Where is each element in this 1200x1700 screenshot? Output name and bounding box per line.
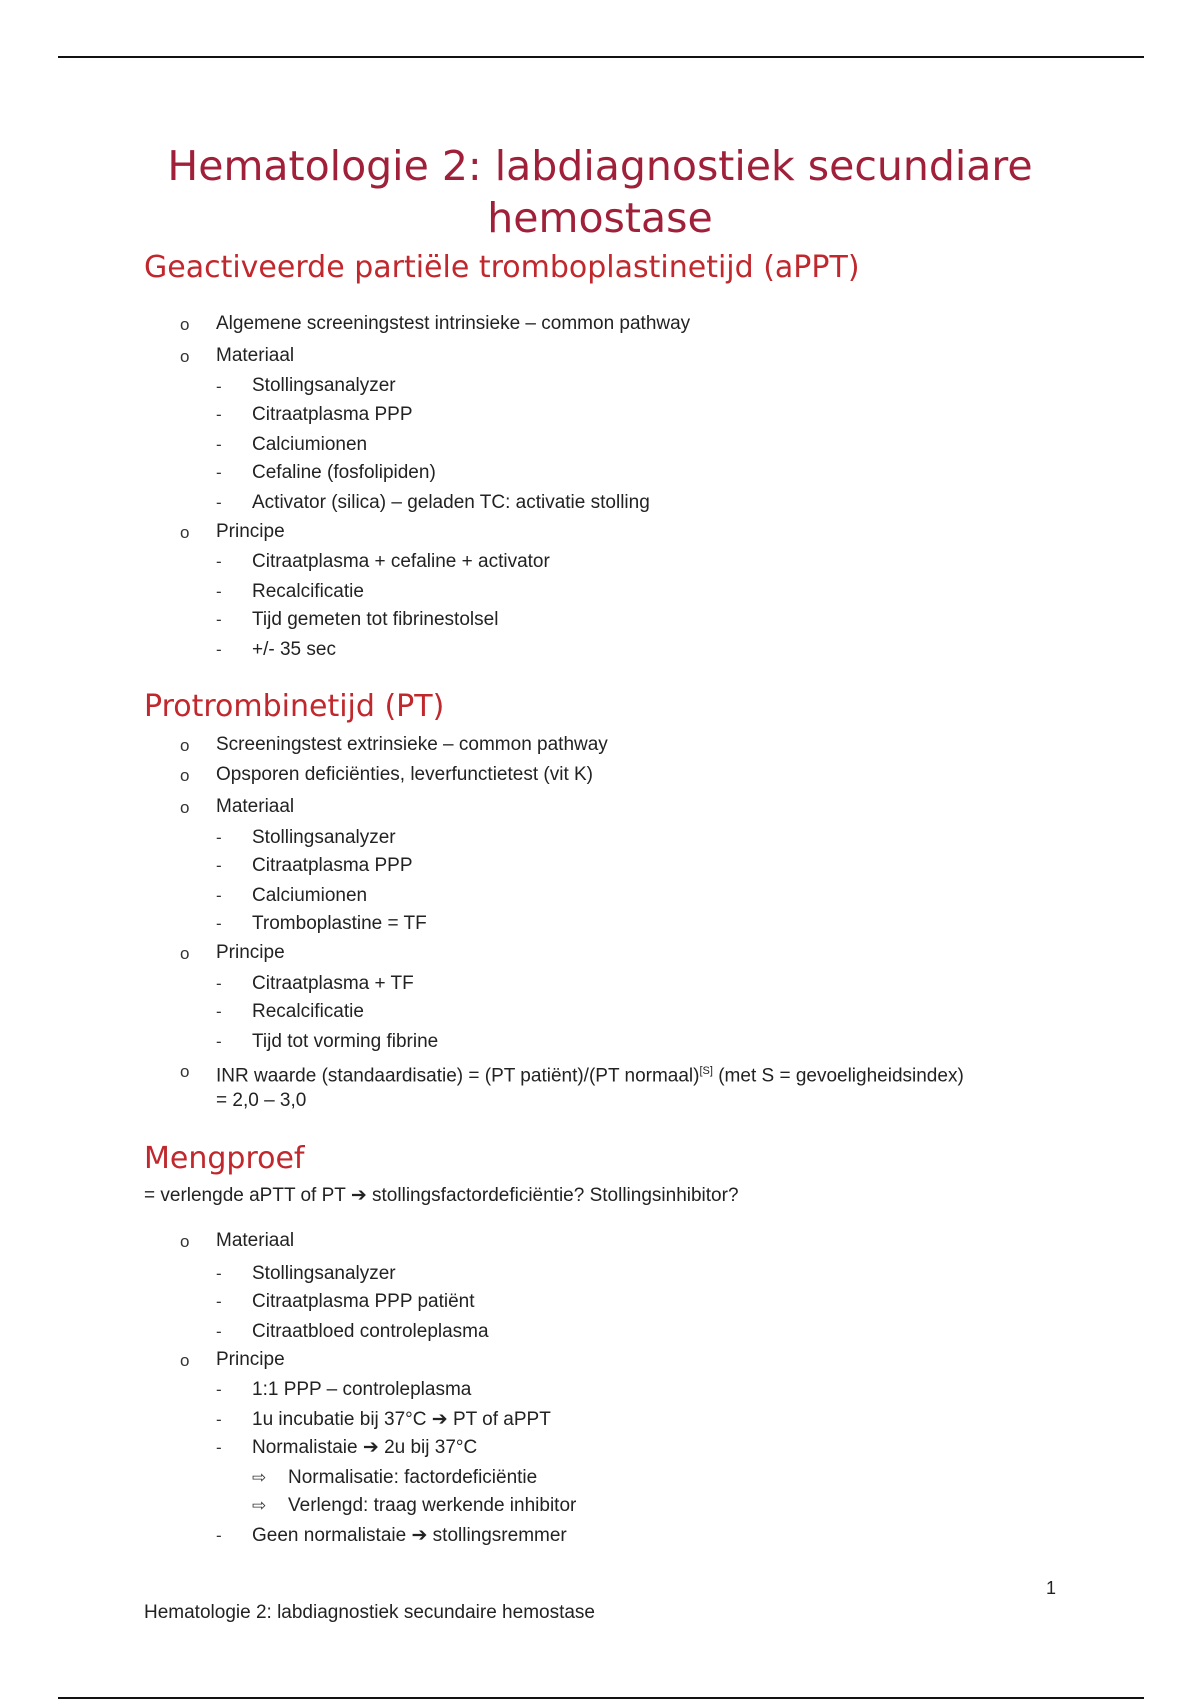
dash-bullet: - bbox=[216, 914, 222, 933]
circle-bullet: o bbox=[180, 1062, 190, 1081]
circle-bullet: o bbox=[180, 315, 190, 334]
dash-bullet: - bbox=[216, 493, 222, 512]
dash-bullet: - bbox=[216, 377, 222, 396]
list-item: Citraatplasma + TF bbox=[252, 973, 414, 994]
dash-bullet: - bbox=[216, 552, 222, 571]
dash-bullet: - bbox=[216, 828, 222, 847]
list-item: Tijd gemeten tot fibrinestolsel bbox=[252, 609, 499, 630]
list-item: Stollingsanalyzer bbox=[252, 375, 396, 396]
dash-bullet: - bbox=[216, 1264, 222, 1283]
list-item: Recalcificatie bbox=[252, 1001, 364, 1022]
list-item: Activator (silica) – geladen TC: activatie stolling bbox=[252, 492, 650, 513]
list-item: Verlengd: traag werkende inhibitor bbox=[288, 1495, 577, 1516]
list-item: 1u incubatie bij 37°C ➔ PT of aPPT bbox=[252, 1409, 551, 1430]
circle-bullet: o bbox=[180, 798, 190, 817]
list-item: Citraatplasma PPP patiënt bbox=[252, 1291, 475, 1312]
heading-pt: Protrombinetijd (PT) bbox=[144, 689, 445, 724]
arrow-icon: ⇨ bbox=[252, 1468, 267, 1487]
list-item: Tijd tot vorming fibrine bbox=[252, 1031, 439, 1052]
dash-bullet: - bbox=[216, 582, 222, 601]
inr-superscript: [S] bbox=[699, 1065, 713, 1077]
list-item: Algemene screeningstest intrinsieke – common pathway bbox=[216, 313, 691, 334]
list-item: Cefaline (fosfolipiden) bbox=[252, 462, 436, 483]
dash-bullet: - bbox=[216, 974, 222, 993]
list-item: Normalisatie: factordeficiëntie bbox=[288, 1467, 538, 1488]
list-item: Principe bbox=[216, 942, 285, 963]
inr-suffix: (met S = gevoeligheidsindex) bbox=[712, 1065, 964, 1087]
list-item: Materiaal bbox=[216, 1230, 295, 1251]
document-title: Hematologie 2: labdiagnostiek secundiare hemostase bbox=[167, 142, 1033, 242]
circle-bullet: o bbox=[180, 523, 190, 542]
list-item: Stollingsanalyzer bbox=[252, 1263, 396, 1284]
dash-bullet: - bbox=[216, 640, 222, 659]
heading-mengproef: Mengproef bbox=[144, 1141, 305, 1176]
dash-bullet: - bbox=[216, 1002, 222, 1021]
footer-rule bbox=[58, 1697, 1144, 1699]
circle-bullet: o bbox=[180, 766, 190, 785]
dash-bullet: - bbox=[216, 1526, 222, 1545]
page-footer: Hematologie 2: labdiagnostiek secundaire hemostase bbox=[144, 1602, 595, 1623]
list-item: Calciumionen bbox=[252, 434, 368, 455]
list-item: Materiaal bbox=[216, 345, 295, 366]
list-item: Screeningstest extrinsieke – common pathway bbox=[216, 734, 608, 755]
inr-range: = 2,0 – 3,0 bbox=[216, 1090, 307, 1111]
circle-bullet: o bbox=[180, 1232, 190, 1251]
dash-bullet: - bbox=[216, 435, 222, 454]
list-item: Principe bbox=[216, 521, 285, 542]
list-item: +/- 35 sec bbox=[252, 639, 336, 660]
dash-bullet: - bbox=[216, 1032, 222, 1051]
list-item: Recalcificatie bbox=[252, 581, 364, 602]
list-item: Geen normalistaie ➔ stollingsremmer bbox=[252, 1525, 567, 1546]
list-item: Stollingsanalyzer bbox=[252, 827, 396, 848]
list-item: Calciumionen bbox=[252, 885, 368, 906]
dash-bullet: - bbox=[216, 1322, 222, 1341]
mengproef-intro: = verlengde aPTT of PT ➔ stollingsfactordeficiëntie? Stollingsinhibitor? bbox=[144, 1185, 739, 1206]
dash-bullet: - bbox=[216, 856, 222, 875]
dash-bullet: - bbox=[216, 463, 222, 482]
list-item: Citraatplasma + cefaline + activator bbox=[252, 551, 550, 572]
dash-bullet: - bbox=[216, 886, 222, 905]
inr-formula bbox=[216, 1059, 964, 1088]
list-item: Citraatbloed controleplasma bbox=[252, 1321, 489, 1342]
list-item: Principe bbox=[216, 1349, 285, 1370]
list-item: 1:1 PPP – controleplasma bbox=[252, 1379, 472, 1400]
list-item: Citraatplasma PPP bbox=[252, 404, 413, 425]
circle-bullet: o bbox=[180, 1351, 190, 1370]
list-item: Opsporen deficiënties, leverfunctietest (vit K) bbox=[216, 764, 594, 785]
list-item: Citraatplasma PPP bbox=[252, 855, 413, 876]
header-rule bbox=[58, 56, 1144, 58]
page-number: 1 bbox=[1046, 1578, 1057, 1598]
circle-bullet: o bbox=[180, 944, 190, 963]
dash-bullet: - bbox=[216, 1410, 222, 1429]
dash-bullet: - bbox=[216, 405, 222, 424]
arrow-icon: ⇨ bbox=[252, 1496, 267, 1515]
list-item: Normalistaie ➔ 2u bij 37°C bbox=[252, 1437, 478, 1458]
circle-bullet: o bbox=[180, 736, 190, 755]
dash-bullet: - bbox=[216, 610, 222, 629]
list-item: Tromboplastine = TF bbox=[252, 913, 427, 934]
heading-appt: Geactiveerde partiële tromboplastinetijd (aPPT) bbox=[144, 250, 860, 285]
list-item: Materiaal bbox=[216, 796, 295, 817]
inr-prefix: INR waarde (standaardisatie) = (PT patiënt)/(PT normaal) bbox=[216, 1065, 700, 1087]
circle-bullet: o bbox=[180, 347, 190, 366]
dash-bullet: - bbox=[216, 1380, 222, 1399]
dash-bullet: - bbox=[216, 1438, 222, 1457]
dash-bullet: - bbox=[216, 1292, 222, 1311]
